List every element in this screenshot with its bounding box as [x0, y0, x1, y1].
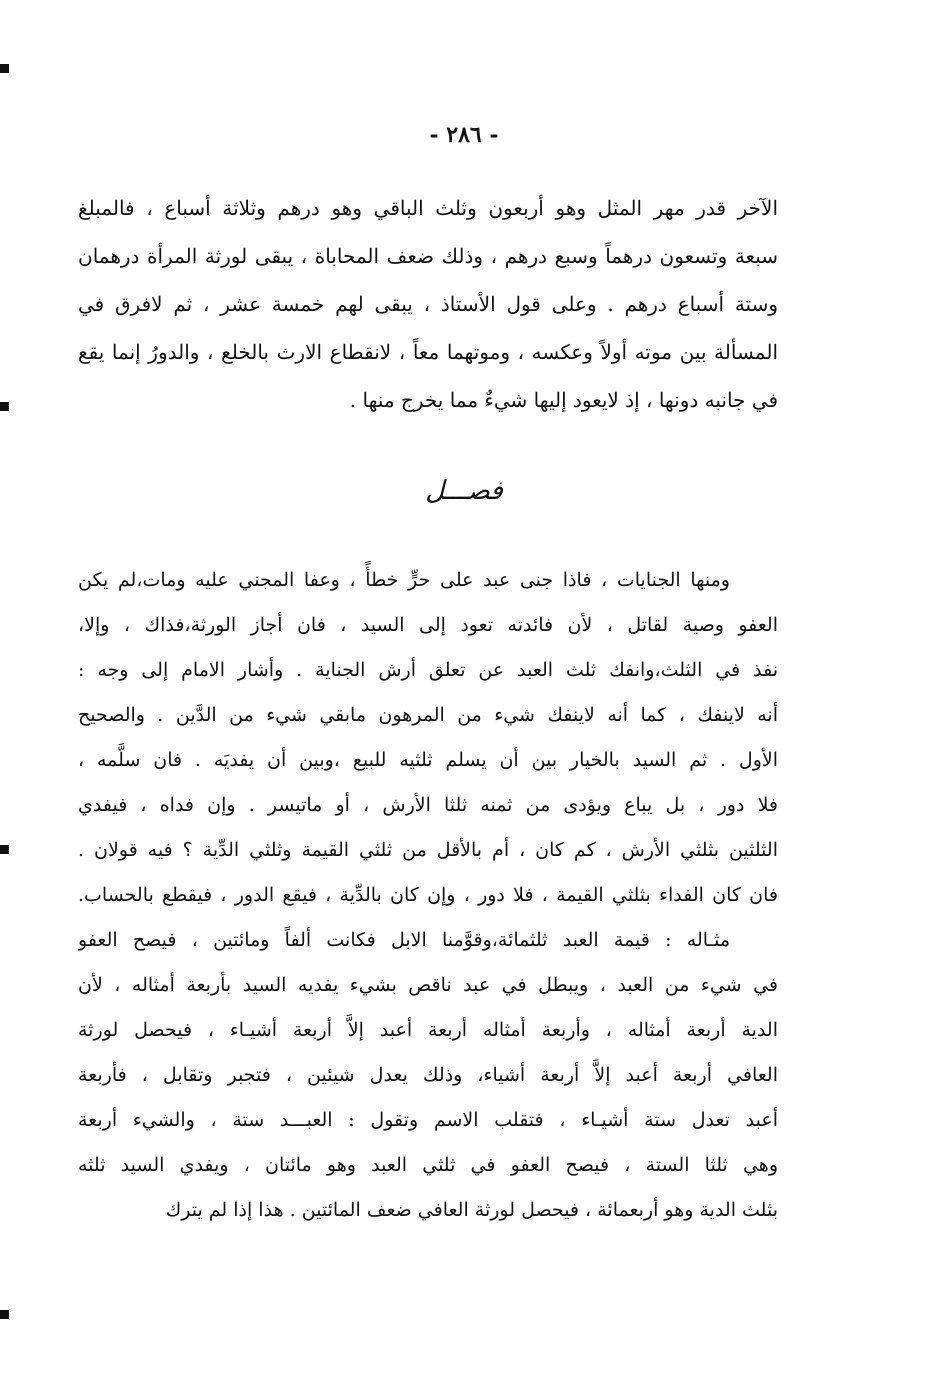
- text-line: الثلثين بثلثي الأرش ، كم كان ، أم بالأقل من ثلثي القيمة وثلثي الدِّية ؟ فيه قولان .: [78, 839, 778, 861]
- margin-mark: [0, 1310, 9, 1319]
- text-line: نفذ في الثلث،وانفك ثلث العبد عن تعلق أرش الجناية . وأشار الامام إلى وجه :: [78, 659, 778, 681]
- margin-mark: [0, 64, 9, 73]
- text-line: أنه لاينفك ، كما أنه لاينفك شيء من المرهون مابقي شيء من الدَّين . والصحيح: [78, 704, 778, 726]
- text-line: في جانبه دونها ، إذ لايعود إليها شيءٌ مما يخرج منها .: [349, 388, 778, 412]
- main-paragraph: [78, 558, 778, 1233]
- text-line: سبعة وتسعون درهماً وسبع درهم ، وذلك ضعف المحاباة ، يبقى لورثة المرأة درهمان: [78, 244, 778, 268]
- margin-mark: [0, 845, 9, 854]
- text-line: العافي أربعة أعبد إلاَّ أربعة أشياء، وذلك يعدل شيئين ، فتجبر وتقابل ، فأربعة: [78, 1064, 778, 1086]
- text-line: مثـاله : قيمة العبد ثلثمائة،وقوَّمنا الابل فكانت ألفاً ومائتين ، فيصح العفو: [78, 929, 730, 951]
- text-line: وستة أسباع درهم . وعلى قول الأستاذ ، يبقى لهم خمسة عشر ، ثم لافرق في: [78, 292, 778, 316]
- text-line: وهي ثلثا الستة ، فيصح العفو في ثلثي العبد وهو مائتان ، ويفدي السيد ثلثه: [78, 1154, 778, 1176]
- top-paragraph: [78, 184, 778, 424]
- text-line: فلا دور ، بل يباع ويؤدى من ثمنه ثلثا الأرش ، أو ماتيسر . وإن فداه ، فيفدي: [78, 794, 778, 816]
- page-number: - ٢٨٦ -: [429, 122, 499, 148]
- text-line: المسألة بين موته أولاً وعكسه ، وموتهما معاً ، لانقطاع الارث بالخلع ، والدورُ إنما يقع: [78, 340, 778, 364]
- text-line: العفو وصية لقاتل ، لأن فائدته تعود إلى السيد ، فان أجاز الورثة،فذاك ، وإلا،: [78, 614, 778, 636]
- text-line: الدية أربعة أمثاله ، وأربعة أمثاله أربعة أعبد إلاَّ أربعة أشيـاء ، فيحصل لورثة: [78, 1019, 778, 1041]
- section-heading: فصـــل: [425, 476, 503, 506]
- text-line: فان كان الفداء بثلثي القيمة ، فلا دور ، وإن كان بالدِّية ، فيقع الدور ، فيقطع بالحساب.: [78, 884, 778, 906]
- text-line: بثلث الدية وهو أربعمائة ، فيحصل لورثة العافي ضعف المائتين . هذا إذا لم يترك: [165, 1199, 778, 1221]
- text-line: أعبد تعدل ستة أشيـاء ، فتقلب الاسم وتقول : العبـــد ستة ، والشيء أربعة: [78, 1109, 778, 1131]
- text-line: في شيء من العبد ، ويبطل في عبد ناقص بشيء يفديه السيد بأربعة أمثاله ، لأن: [78, 974, 778, 996]
- margin-mark: [0, 402, 9, 411]
- text-line: ومنها الجنايات ، فاذا جنى عبد على حرٍّ خطأً ، وعفا المجني عليه ومات،لم يكن: [78, 569, 730, 591]
- text-line: الآخر قدر مهر المثل وهو أربعون وثلث الباقي وهو درهم وثلاثة أسباع ، فالمبلغ: [78, 196, 778, 220]
- text-line: الأول . ثم السيد بالخيار بين أن يسلم ثلثيه للبيع ،وبين أن يفديَه . فان سلَّمه ،: [78, 749, 778, 771]
